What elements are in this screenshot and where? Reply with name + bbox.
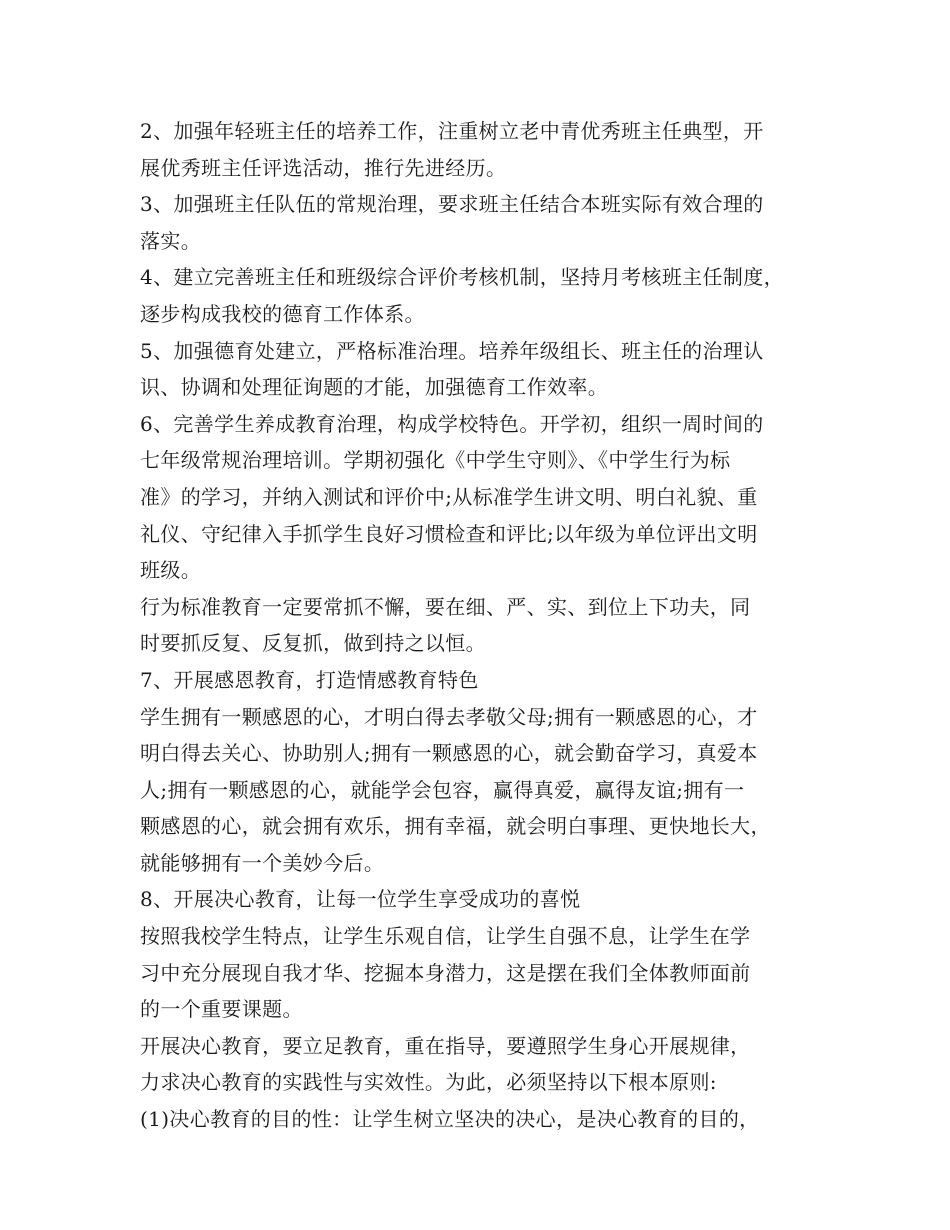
text-line: 七年级常规治理培训。学期初强化《中学生守则》、《中学生行为标 — [140, 448, 731, 473]
text-line: 的一个重要课题。 — [140, 997, 303, 1022]
text-line: 6、完善学生养成教育治理，构成学校特色。开学初，组织一周时间的 — [140, 411, 764, 436]
text-line: 行为标准教育一定要常抓不懈，要在细、严、实、到位上下功夫，同 — [140, 594, 751, 619]
text-line: 逐步构成我校的德育工作体系。 — [140, 301, 425, 326]
text-line: 3、加强班主任队伍的常规治理，要求班主任结合本班实际有效合理的 — [140, 192, 764, 217]
text-line: 就能够拥有一个美妙今后。 — [140, 850, 385, 875]
text-line: 8、开展决心教育，让每一位学生享受成功的喜悦 — [140, 887, 581, 912]
text-line: 时要抓反复、反复抓，做到持之以恒。 — [140, 631, 486, 656]
text-line: 落实。 — [140, 228, 202, 253]
text-line: 习中充分展现自我才华、挖掘本身潜力，这是摆在我们全体教师面前 — [140, 960, 751, 985]
text-line: 人;拥有一颗感恩的心，就能学会包容，赢得真爱，赢得友谊;拥有一 — [140, 777, 745, 802]
text-line: 明白得去关心、协助别人;拥有一颗感恩的心，就会勤奋学习，真爱本 — [140, 741, 758, 766]
text-line: 开展决心教育，要立足教育，重在指导，要遵照学生身心开展规律， — [140, 1033, 751, 1058]
text-line: 5、加强德育处建立，严格标准治理。培养年级组长、班主任的治理认 — [140, 338, 764, 363]
text-line: 班级。 — [140, 558, 202, 583]
document-body — [140, 113, 830, 1138]
text-line: 学生拥有一颗感恩的心，才明白得去孝敬父母;拥有一颗感恩的心，才 — [140, 704, 758, 729]
text-line: 礼仪、守纪律入手抓学生良好习惯检查和评比;以年级为单位评出文明 — [140, 521, 758, 546]
text-line: 按照我校学生特点，让学生乐观自信，让学生自强不息，让学生在学 — [140, 924, 751, 949]
text-line: 4、建立完善班主任和班级综合评价考核机制，坚持月考核班主任制度， — [140, 265, 784, 290]
text-line: 展优秀班主任评选活动，推行先进经历。 — [140, 155, 507, 180]
text-line: 准》的学习，并纳入测试和评价中;从标准学生讲文明、明白礼貌、重 — [140, 484, 758, 509]
text-line: 识、协调和处理征询题的才能，加强德育工作效率。 — [140, 375, 609, 400]
text-line: 颗感恩的心，就会拥有欢乐，拥有幸福，就会明白事理、更快地长大， — [140, 814, 771, 839]
text-line: 力求决心教育的实践性与实效性。为此，必须坚持以下根本原则: — [140, 1070, 717, 1095]
text-line: (1)决心教育的目的性：让学生树立坚决的决心，是决心教育的目的， — [140, 1107, 760, 1132]
text-line: 7、开展感恩教育，打造情感教育特色 — [140, 667, 479, 692]
text-line: 2、加强年轻班主任的培养工作，注重树立老中青优秀班主任典型，开 — [140, 119, 764, 143]
